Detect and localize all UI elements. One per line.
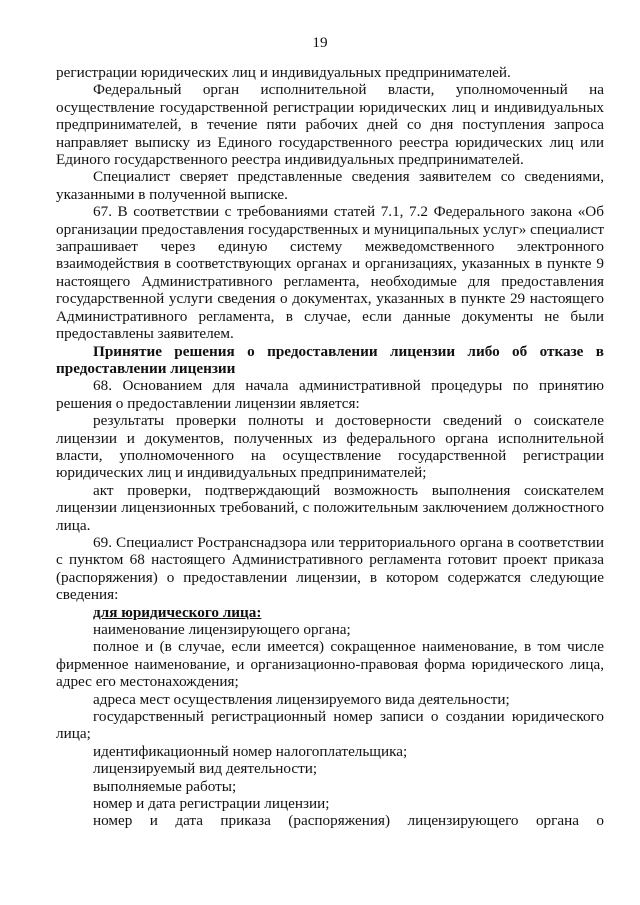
page-number: 19 <box>312 34 328 51</box>
list-item: наименование лицензирующего органа; <box>93 621 351 638</box>
list-item: номер и дата регистрации лицензии; <box>93 795 330 813</box>
list-item: лицензируемый вид деятельности; <box>93 760 318 778</box>
list-item: выполняемые работы; <box>93 777 237 795</box>
paragraph: результаты проверки полноты и достоверности сведений о соискателе лицензии и документов, полученных из федерального органа исполнительной власти, уполномоченного на осуществление государственной регистрации юридических лиц и индивидуальных предпринимателей; <box>56 412 604 482</box>
list-item: полное и (в случае, если имеется) сокращенное наименование, в том числе фирменное наименование, и организационно-правовая форма юридического лица, адрес его местонахождения; <box>56 638 604 691</box>
paragraph: 69. Специалист Ространснадзора или территориального органа в соответствии с пунктом 68 настоящего Административного регламента готовит проект приказа (распоряжения) о предоставлении лицензии, в котором содержатся следующие сведения: <box>56 533 604 604</box>
list-item: идентификационный номер налогоплательщика; <box>93 742 408 760</box>
paragraph: 68. Основанием для начала административной процедуры по принятию решения о предоставлении лицензии является: <box>56 377 604 412</box>
paragraph: Федеральный орган исполнительной власти, уполномоченный на осуществление государственной регистрации юридических лиц и индивидуальных предпринимателей, в течение пяти рабочих дней со дня поступления запроса направляет выписку из Единого государственного реестра юридических лиц или Единого государственного реестра индивидуальных предпринимателей. <box>56 81 604 169</box>
document-body <box>56 64 604 830</box>
list-item: государственный регистрационный номер записи о создании юридического лица; <box>56 708 604 743</box>
paragraph: 67. В соответствии с требованиями статей 7.1, 7.2 Федерального закона «Об организации предоставления государственных и муниципальных услуг» специалист запрашивает через единую систему межведомственного электронного взаимодействия в соответствующих органах и организациях, указанных в пункте 9 настоящего Административного регламента, необходимые для предоставления государственной услуги сведения о документах, указанных в пункте 29 настоящего Административного регламента, в случае, если данные документы не были предоставлены заявителем. <box>56 203 604 343</box>
subsection-heading: для юридического лица: <box>93 603 262 621</box>
list-item: адреса мест осуществления лицензируемого вида деятельности; <box>93 690 510 708</box>
paragraph: регистрации юридических лиц и индивидуальных предпринимателей. <box>56 64 511 81</box>
paragraph: Специалист сверяет представленные сведения заявителем со сведениями, указанными в полученной выписке. <box>56 168 604 203</box>
paragraph: акт проверки, подтверждающий возможность выполнения соискателем лицензии лицензионных требований, с положительным заключением должностного лица. <box>56 481 604 534</box>
section-heading: Принятие решения о предоставлении лицензии либо об отказе в предоставлении лицензии <box>56 342 604 377</box>
list-item: номер и дата приказа (распоряжения) лицензирующего органа о <box>93 812 604 830</box>
